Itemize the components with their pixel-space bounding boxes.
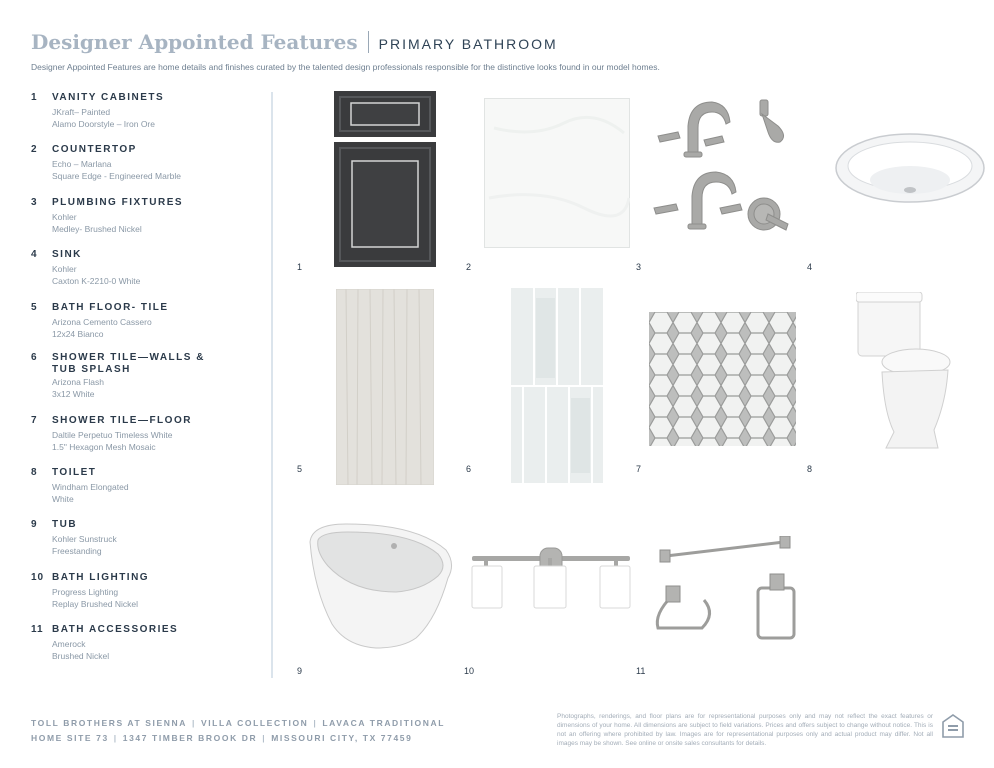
feature-detail: Freestanding	[52, 546, 102, 556]
equal-housing-icon	[942, 714, 964, 738]
image-caption: 11	[636, 666, 646, 676]
feature-name: TOILET	[52, 467, 97, 478]
feature-detail: Echo – Marlana	[52, 159, 112, 169]
feature-number: 6	[31, 352, 38, 363]
feature-name: SHOWER TILE—FLOOR	[52, 415, 192, 426]
image-caption: 10	[464, 666, 475, 676]
feature-detail: Daltile Perpetuo Timeless White	[52, 430, 173, 440]
footer-separator: |	[313, 718, 318, 728]
feature-detail: Kohler Sunstruck	[52, 534, 117, 544]
footer-community: TOLL BROTHERS AT SIENNA	[31, 718, 187, 728]
footer-separator: |	[113, 733, 118, 743]
feature-name: PLUMBING FIXTURES	[52, 197, 184, 208]
image-caption: 3	[636, 262, 642, 272]
vertical-divider	[271, 92, 273, 678]
legal-disclaimer: Photographs, renderings, and floor plans are for representational purposes only and may not reflect the exact features or dimensions of your home. All dimensions are subject to field variations. Prices and offers subject to change without notice. This is not an offering where prohibited by law. Images are for representational purposes only and actual product may differ. Not all images may be shown. See online or onsite sales consultants for details.	[557, 713, 933, 747]
feature-number: 9	[31, 519, 38, 530]
feature-number: 5	[31, 302, 38, 313]
feature-name: SHOWER TILE—WALLS & TUB SPLASH	[52, 352, 205, 375]
image-caption: 8	[807, 464, 813, 474]
sink-image	[834, 132, 986, 204]
feature-name: VANITY CABINETS	[52, 92, 165, 103]
feature-number: 7	[31, 415, 38, 426]
feature-number: 1	[31, 92, 38, 103]
tub-image	[306, 520, 454, 650]
feature-detail: Replay Brushed Nickel	[52, 599, 138, 609]
page-title: Designer Appointed Features	[31, 30, 358, 54]
feature-name: BATH LIGHTING	[52, 572, 150, 583]
feature-number: 3	[31, 197, 38, 208]
footer-address	[31, 716, 445, 746]
image-caption: 6	[466, 464, 472, 474]
feature-detail: Kohler	[52, 264, 77, 274]
feature-name: BATH ACCESSORIES	[52, 624, 179, 635]
footer-style: LAVACA TRADITIONAL	[322, 718, 445, 728]
vanity-cabinet-image	[334, 91, 436, 267]
image-caption: 5	[297, 464, 303, 474]
plumbing-fixtures-image	[650, 96, 802, 246]
title-divider	[368, 31, 369, 53]
feature-detail: Windham Elongated	[52, 482, 129, 492]
feature-detail: 12x24 Bianco	[52, 329, 104, 339]
footer-separator: |	[262, 733, 267, 743]
page-header	[31, 30, 558, 54]
feature-name: TUB	[52, 519, 78, 530]
feature-detail: Medley- Brushed Nickel	[52, 224, 142, 234]
feature-detail: Progress Lighting	[52, 587, 119, 597]
image-caption: 2	[466, 262, 472, 272]
feature-name: SINK	[52, 249, 82, 260]
feature-detail: White	[52, 494, 74, 504]
countertop-image	[484, 98, 630, 248]
image-caption: 1	[297, 262, 303, 272]
footer-street: 1347 TIMBER BROOK DR	[122, 733, 258, 743]
footer-city: MISSOURI CITY, TX 77459	[271, 733, 413, 743]
bath-lighting-image	[470, 546, 632, 612]
bath-accessories-image	[652, 536, 798, 642]
feature-detail: 1.5" Hexagon Mesh Mosaic	[52, 442, 156, 452]
image-caption: 9	[297, 666, 303, 676]
feature-number: 2	[31, 144, 38, 155]
feature-detail: Arizona Flash	[52, 377, 104, 387]
feature-detail: Brushed Nickel	[52, 651, 110, 661]
feature-number: 10	[31, 572, 45, 583]
image-caption: 4	[807, 262, 813, 272]
feature-detail: Amerock	[52, 639, 86, 649]
feature-name: COUNTERTOP	[52, 144, 137, 155]
feature-number: 11	[31, 624, 44, 635]
bath-floor-tile-image	[336, 289, 434, 485]
feature-detail: 3x12 White	[52, 389, 95, 399]
feature-name: BATH FLOOR- TILE	[52, 302, 169, 313]
feature-number: 8	[31, 467, 38, 478]
image-caption: 7	[636, 464, 642, 474]
feature-detail: JKraft– Painted	[52, 107, 111, 117]
page-subtitle: PRIMARY BATHROOM	[378, 36, 558, 52]
footer-separator: |	[191, 718, 196, 728]
footer-collection: VILLA COLLECTION	[200, 718, 309, 728]
feature-number: 4	[31, 249, 38, 260]
toilet-image	[856, 292, 952, 450]
shower-wall-tile-image	[511, 288, 603, 483]
feature-detail: Caxton K-2210-0 White	[52, 276, 141, 286]
feature-detail: Square Edge - Engineered Marble	[52, 171, 181, 181]
feature-detail: Alamo Doorstyle – Iron Ore	[52, 119, 155, 129]
feature-detail: Kohler	[52, 212, 77, 222]
shower-floor-tile-image	[649, 312, 796, 446]
intro-text: Designer Appointed Features are home details and finishes curated by the talented design professionals responsible for the distinctive looks found in our model homes.	[31, 62, 660, 72]
feature-detail: Arizona Cemento Cassero	[52, 317, 152, 327]
footer-homesite: HOME SITE 73	[31, 733, 109, 743]
